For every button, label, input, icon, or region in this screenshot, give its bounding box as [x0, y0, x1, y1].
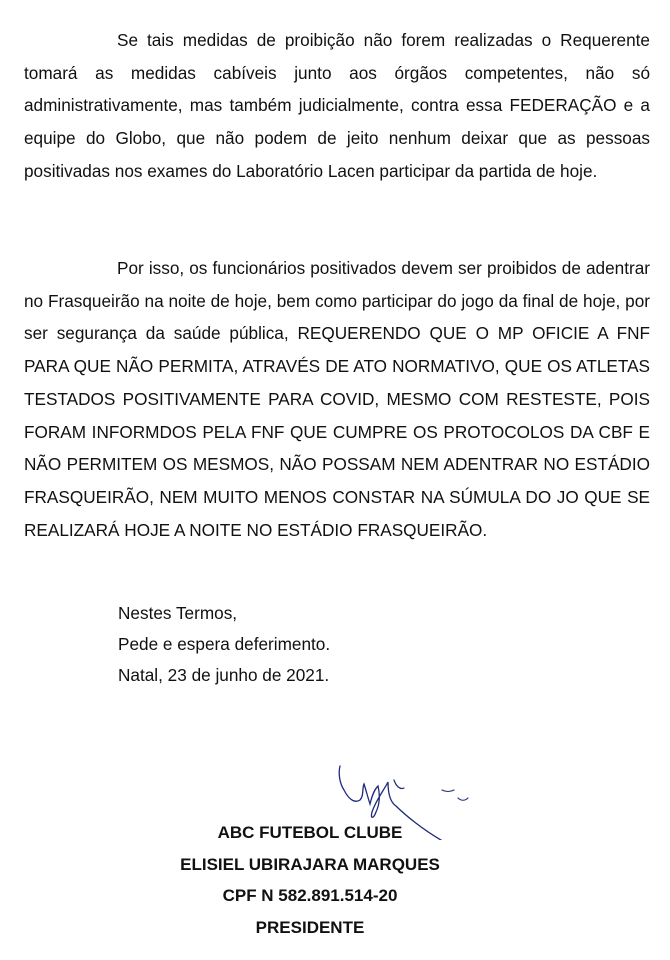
paragraph-2: Por isso, os funcionários positivados devem ser proibidos de adentrar no Frasqueirão na noite de hoje, bem como participar do jogo da final de hoje, por ser segurança da saúde pública, REQUERENDO QUE O MP OFICIE A FNF PARA QUE NÃO PERMITA, ATRAVÉS DE ATO NORMATIVO, QUE OS ATLETAS TESTADOS POSITIVAMENTE PARA COVID, MESMO COM RESTESTE, POIS FORAM INFORMDOS PELA FNF QUE CUMPRE OS PROTOCOLOS DA CBF E NÃO PERMITEM OS MESMOS, NÃO POSSAM NEM ADENTRAR NO ESTÁDIO FRASQUEIRÃO, NEM MUITO MENOS CONSTAR NA SÚMULA DO JO QUE SE REALIZARÁ HOJE A NOITE NO ESTÁDIO FRASQUEIRÃO. — [24, 258, 650, 540]
signatory-organization: ABC FUTEBOL CLUBE — [217, 823, 403, 842]
closing-block — [118, 598, 330, 691]
paragraph-1: Se tais medidas de proibição não forem realizadas o Requerente tomará as medidas cabíveis junto aos órgãos competentes, não só administrativamente, mas também judicialmente, contra essa FEDERAÇÃO e a equipe do Globo, que não podem de jeito nenhum deixar que as pessoas positivadas nos exames do Laboratório Lacen participar da partida de hoje. — [24, 30, 650, 181]
signatory-title: PRESIDENTE — [255, 917, 365, 937]
closing-line-request: Pede e espera deferimento. — [118, 634, 331, 654]
signatory-cpf: CPF N 582.891.514-20 — [222, 886, 398, 905]
signature-block — [0, 817, 620, 943]
signatory-name: ELISIEL UBIRAJARA MARQUES — [180, 854, 440, 874]
closing-line-date: Natal, 23 de junho de 2021. — [118, 665, 330, 685]
closing-line-terms: Nestes Termos, — [118, 603, 238, 623]
